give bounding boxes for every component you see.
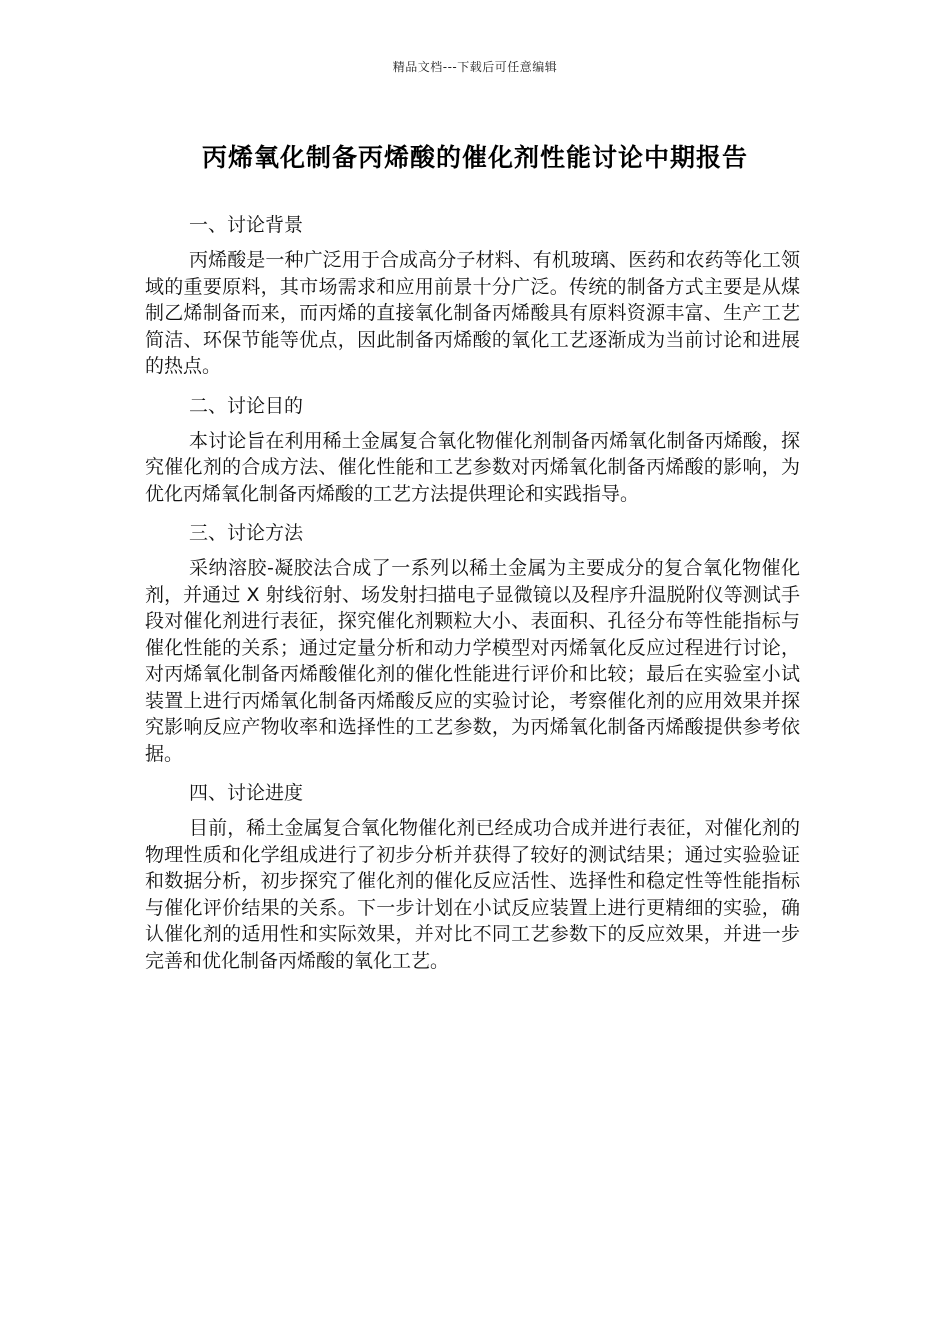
- section-heading-progress: 四、讨论进度: [189, 782, 304, 804]
- section-paragraph-progress: 目前，稀土金属复合氧化物催化剂已经成功合成并进行表征，对催化剂的物理性质和化学组成进行了初步分析并获得了较好的测试结果；通过实验验证和数据分析，初步探究了催化剂的催化反应活性、选择性和稳定性等性能指标与催化评价结果的关系。下一步计划在小试反应装置上进行更精细的实验，确认催化剂的适用性和实际效果，并对比不同工艺参数下的反应效果，并进一步完善和优化制备丙烯酸的氧化工艺。: [145, 817, 800, 972]
- document-body: [145, 212, 800, 987]
- header-note: 精品文档---下载后可任意编辑: [392, 60, 558, 74]
- document-title: 丙烯氧化制备丙烯酸的催化剂性能讨论中期报告: [201, 143, 748, 172]
- section-heading-purpose: 二、讨论目的: [189, 394, 304, 417]
- section-heading-method: 三、讨论方法: [189, 522, 304, 544]
- section-heading-background: 一、讨论背景: [189, 214, 304, 236]
- section-paragraph-background: 丙烯酸是一种广泛用于合成高分子材料、有机玻璃、医药和农药等化工领域的重要原料，其市场需求和应用前景十分广泛。传统的制备方式主要是从煤制乙烯制备而来，而丙烯的直接氧化制备丙烯酸具有原料资源丰富、生产工艺简洁、环保节能等优点，因此制备丙烯酸的氧化工艺逐渐成为当前讨论和进展的热点。: [145, 249, 800, 377]
- section-paragraph-purpose: 本讨论旨在利用稀土金属复合氧化物催化剂制备丙烯氧化制备丙烯酸，探究催化剂的合成方法、催化性能和工艺参数对丙烯氧化制备丙烯酸的影响，为优化丙烯氧化制备丙烯酸的工艺方法提供理论和实践指导。: [145, 429, 800, 505]
- section-paragraph-method: 采纳溶胶-凝胶法合成了一系列以稀土金属为主要成分的复合氧化物催化剂，并通过 X 射线衍射、场发射扫描电子显微镜以及程序升温脱附仪等测试手段对催化剂进行表征，探究催化剂颗粒大小、表面积、孔径分布等性能指标与催化性能的关系；通过定量分析和动力学模型对丙烯氧化反应过程进行讨论，对丙烯氧化制备丙烯酸催化剂的催化性能进行评价和比较；最后在实验室小试装置上进行丙烯氧化制备丙烯酸反应的实验讨论，考察催化剂的应用效果并探究影响反应产物收率和选择性的工艺参数，为丙烯氧化制备丙烯酸提供参考依据。: [145, 557, 800, 765]
